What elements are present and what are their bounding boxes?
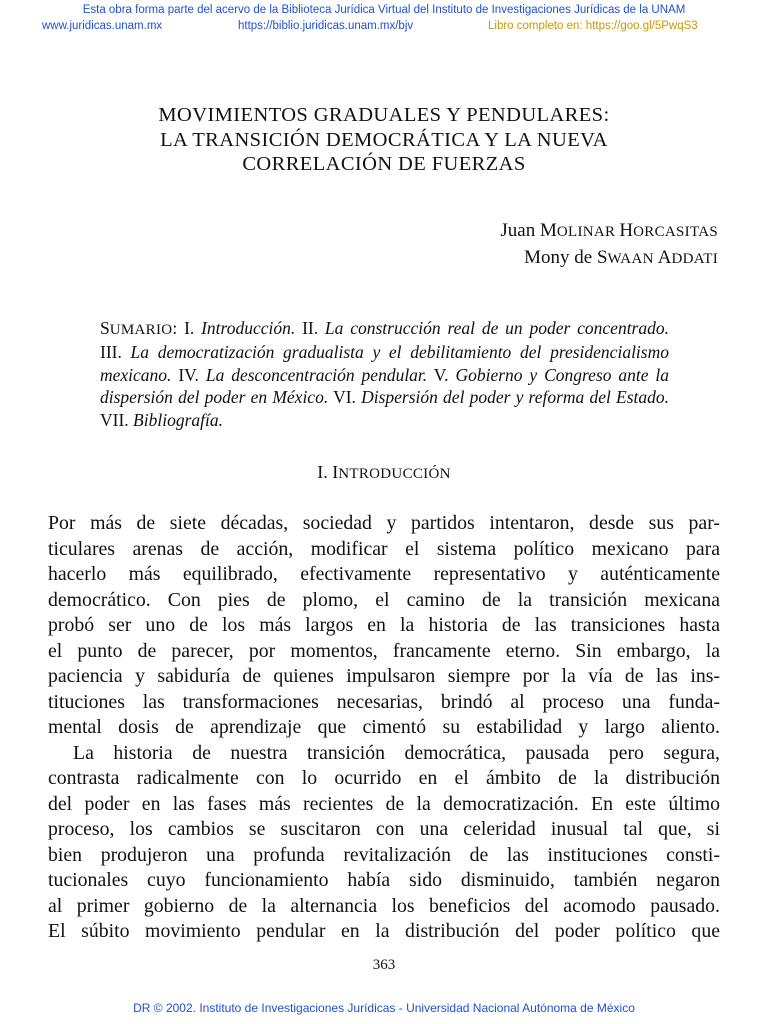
summary-item-num: III. — [100, 342, 122, 363]
author-name: Mony de SWAAN ADDATI — [524, 247, 718, 268]
summary-item-text: La democratización gradualista y el debilitamiento del presidencialismo mexicano. — [100, 342, 669, 385]
summary-item-num: VI. — [333, 387, 356, 408]
text-line: del poder en las fases más recientes de la democratización. En este último — [48, 792, 720, 815]
summary-item-text: La desconcentración pendular. — [205, 364, 428, 385]
text-line: el punto de parecer, por momentos, francamente eterno. Sin embargo, la — [48, 639, 720, 662]
juridicas-link[interactable]: www.juridicas.unam.mx — [42, 20, 163, 32]
summary-item-num: V. — [433, 364, 449, 385]
summary-item-text: Gobierno y Congreso ante la dispersión del poder en México. — [100, 364, 670, 408]
text-line: al primer gobierno de la alternancia los beneficios del acomodo pausado. — [48, 894, 720, 917]
author-name: Juan MOLINAR HORCASITAS — [500, 220, 718, 241]
summary-item-num: II. — [302, 318, 319, 338]
text-line: hacerlo más equilibrado, efectivamente representativo y auténticamente — [48, 563, 720, 585]
title-line: LA TRANSICIÓN DEMOCRÁTICA Y LA NUEVA — [160, 128, 608, 151]
summary-label: SUMARIO: — [100, 318, 185, 338]
text-line: La historia de nuestra transición democrática, pausada pero segura, — [73, 741, 720, 764]
title-line: MOVIMIENTOS GRADUALES Y PENDULARES: — [158, 104, 610, 126]
chapter-title — [84, 103, 684, 177]
repository-notice: Esta obra forma parte del acervo de la Biblioteca Jurídica Virtual del Instituto de Investigaciones Jurídicas de la UNAM — [82, 4, 686, 16]
paragraph — [48, 511, 720, 741]
body-text — [48, 511, 720, 945]
bjv-link[interactable]: https://biblio.juridicas.unam.mx/bjv — [238, 20, 414, 32]
summary-item-text: Introducción. — [201, 318, 296, 338]
copyright-footer: DR © 2002. Instituto de Investigaciones Jurídicas - Universidad Nacional Autónoma de México — [133, 1001, 635, 1015]
summary-block — [100, 317, 669, 431]
summary-item-text: La construcción real de un poder concentrado. — [324, 318, 669, 338]
section-heading: I. INTRODUCCIÓN — [317, 462, 451, 482]
summary-item-text: Dispersión del poder y reforma del Estado. — [361, 387, 669, 408]
text-line: mental dosis de aprendizaje que cimentó su estabilidad y largo aliento. — [48, 716, 720, 738]
text-line: Por más de siete décadas, sociedad y partidos intentaron, desde sus par- — [48, 512, 720, 534]
summary-item-text: Bibliografía. — [133, 409, 223, 430]
paragraph — [48, 741, 720, 945]
summary-item-num: IV. — [178, 364, 199, 385]
text-line: ticulares arenas de acción, modificar el sistema político mexicano para — [48, 537, 720, 560]
text-line: tucionales cuyo funcionamiento había sido disminuido, también negaron — [48, 869, 720, 891]
text-line: paciencia y sabiduría de quienes impulsaron siempre por la vía de las ins- — [48, 665, 720, 687]
authors — [500, 218, 718, 272]
repository-links — [0, 20, 768, 36]
text-line: contrasta radicalmente con lo ocurrido en el ámbito de la distribución — [48, 767, 720, 789]
text-line: democrático. Con pies de plomo, el camino de la transición mexicana — [48, 588, 720, 611]
text-line: El súbito movimiento pendular en la distribución del poder político que — [48, 920, 720, 942]
title-line: CORRELACIÓN DE FUERZAS — [242, 153, 526, 175]
text-line: proceso, los cambios se suscitaron con una celeridad inusual tal que, si — [48, 818, 720, 840]
text-line: tituciones las transformaciones necesarias, brindó al proceso una funda- — [48, 690, 720, 713]
text-line: probó ser uno de los más largos en la historia de las transiciones hasta — [48, 614, 720, 636]
summary-item-num: VII. — [100, 409, 129, 430]
summary-item-num: I. — [184, 318, 195, 338]
full-book-link[interactable]: Libro completo en: https://goo.gl/5PwqS3 — [488, 20, 698, 32]
page-number: 363 — [372, 957, 396, 973]
text-line: bien produjeron una profunda revitalización de las instituciones consti- — [48, 843, 720, 866]
